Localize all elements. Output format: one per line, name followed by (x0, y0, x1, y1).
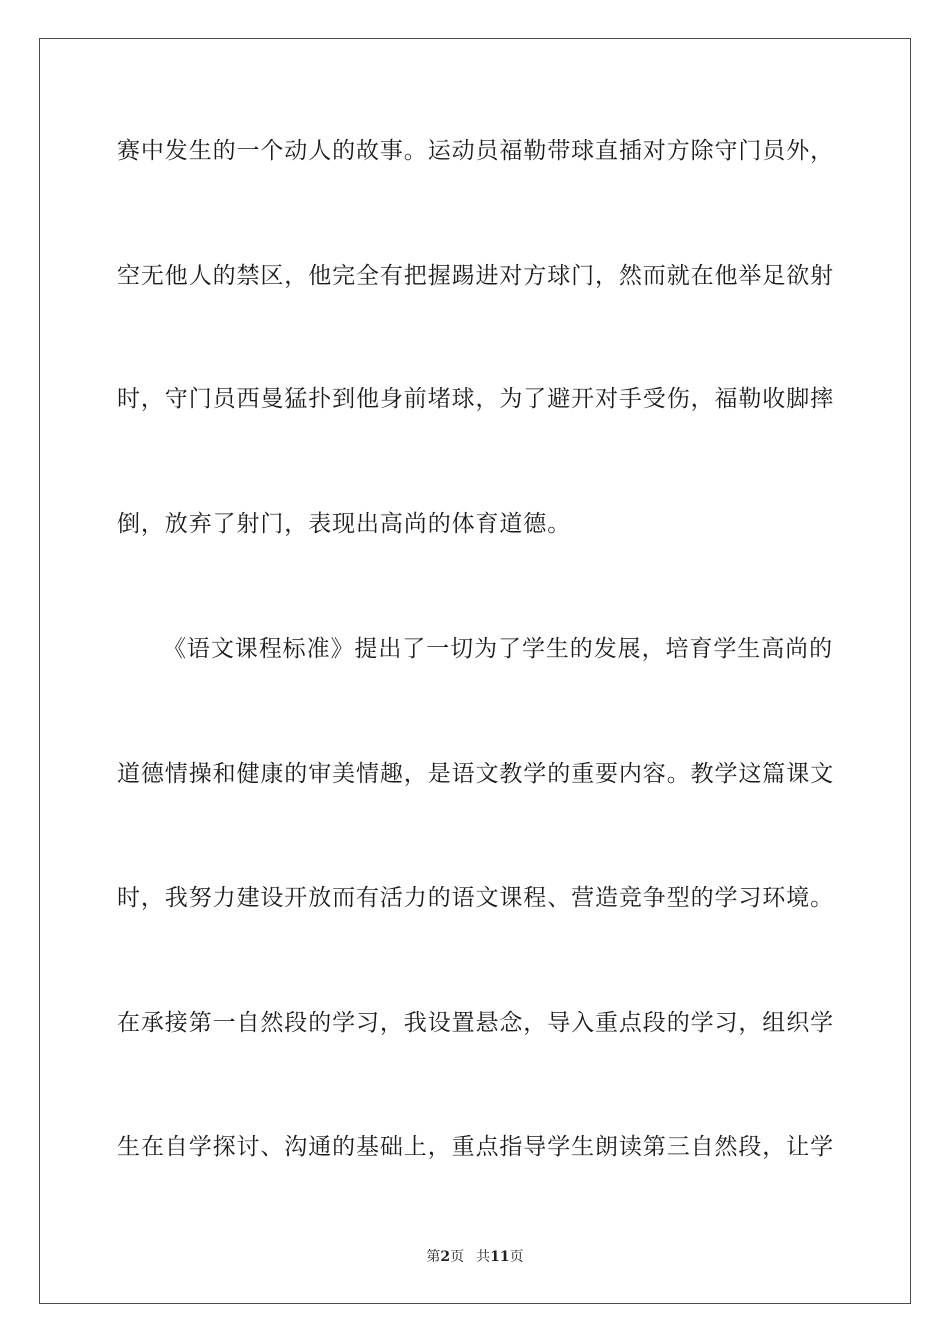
paragraph-line: 生在自学探讨、沟通的基础上，重点指导学生朗读第三自然段，让学 (117, 1134, 834, 1160)
page-prefix: 第 (426, 1249, 441, 1265)
page-suffix: 页 (450, 1249, 465, 1265)
page-footer (0, 1248, 950, 1266)
paragraph-line: 倒，放弃了射门，表现出高尚的体育道德。 (117, 511, 572, 537)
total-prefix: 共 (476, 1249, 491, 1265)
paragraph-line: 空无他人的禁区，他完全有把握踢进对方球门，然而就在他举足欲射 (117, 263, 834, 289)
paragraph-line: 道德情操和健康的审美情趣，是语文教学的重要内容。教学这篇课文 (117, 761, 834, 787)
paragraph-line: 赛中发生的一个动人的故事。运动员福勒带球直插对方除守门员外， (117, 138, 834, 164)
paragraph-line: 在承接第一自然段的学习，我设置悬念，导入重点段的学习，组织学 (117, 1010, 834, 1036)
paragraph-line-indented: 《语文课程标准》提出了一切为了学生的发展，培育学生高尚的 (163, 636, 833, 662)
page-number: 2 (440, 1249, 451, 1265)
page-border (39, 38, 911, 1304)
total-pages: 11 (490, 1249, 510, 1265)
paragraph-line: 时，守门员西曼猛扑到他身前堵球，为了避开对手受伤，福勒收脚摔 (117, 386, 834, 412)
paragraph-line: 时，我努力建设开放而有活力的语文课程、营造竞争型的学习环境。 (117, 885, 834, 911)
total-suffix: 页 (509, 1249, 524, 1265)
